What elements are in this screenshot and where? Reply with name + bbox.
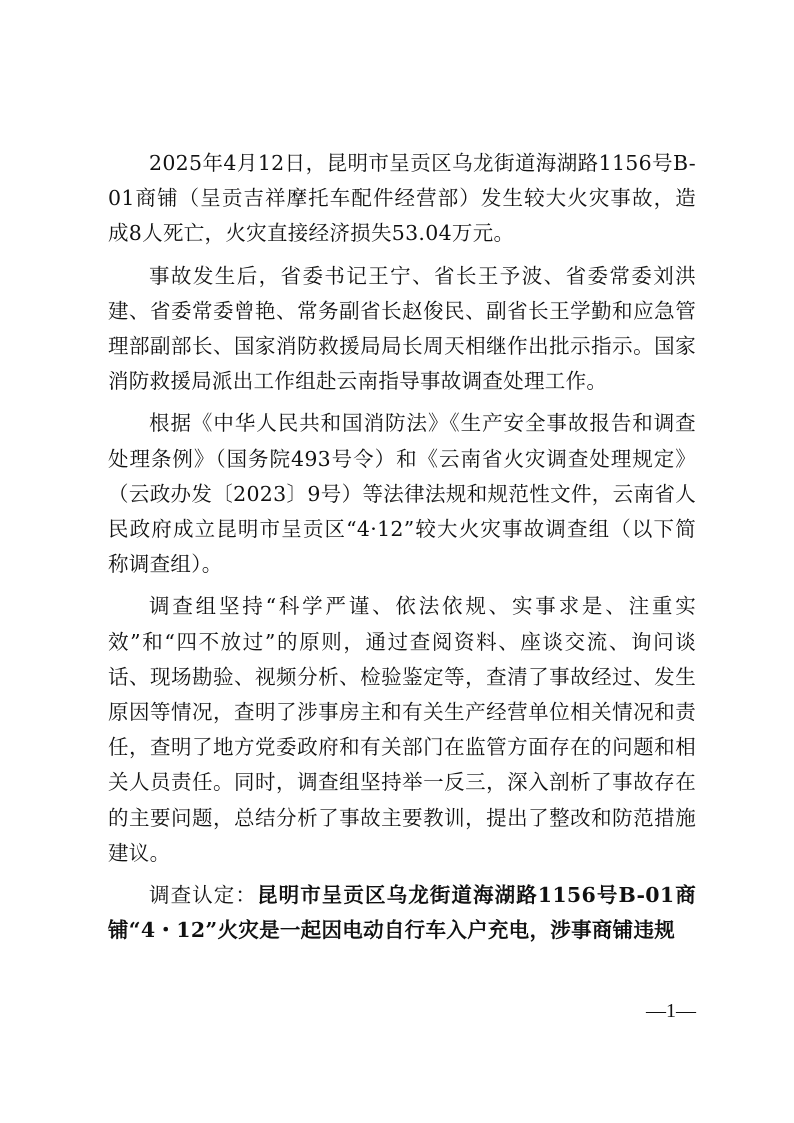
paragraph-incident-summary: 2025年4月12日，昆明市呈贡区乌龙街道海湖路1156号B-01商铺（呈贡吉祥摩托车配件经营部）发生较大火灾事故，造成8人死亡，火灾直接经济损失53.04万元。 <box>108 151 696 246</box>
paragraph-leadership-response: 事故发生后，省委书记王宁、省长王予波、省委常委刘洪建、省委常委曾艳、常务副省长赵俊民、副省长王学勤和应急管理部副部长、国家消防救援局局长周天相继作出批示指示。国家消防救援局派出工作组赴云南指导事故调查处理工作。 <box>108 263 696 394</box>
paragraph-conclusion <box>108 878 696 948</box>
conclusion-bold-text: 昆明市呈贡区乌龙街道海湖路1156号B-01商铺“4・12”火灾是一起因电动自行车入户充电，涉事商铺违规 <box>108 883 696 943</box>
document-body <box>108 146 696 948</box>
paragraph-legal-basis: 根据《中华人民共和国消防法》《生产安全事故报告和调查处理条例》（国务院493号令）和《云南省火灾调查处理规定》（云政办发〔2023〕9号）等法律法规和规范性文件，云南省人民政府成立昆明市呈贡区“4·12”较大火灾事故调查组（以下简称调查组）。 <box>108 411 696 577</box>
conclusion-lead: 调查认定： <box>149 883 257 908</box>
page-number: —1— <box>646 1000 696 1022</box>
paragraph-investigation-principles: 调查组坚持“科学严谨、依法依规、实事求是、注重实效”和“四不放过”的原则，通过查阅资料、座谈交流、询问谈话、现场勘验、视频分析、检验鉴定等，查清了事故经过、发生原因等情况，查明了涉事房主和有关生产经营单位相关情况和责任，查明了地方党委政府和有关部门在监管方面存在的问题和相关人员责任。同时，调查组坚持举一反三，深入剖析了事故存在的主要问题，总结分析了事故主要教训，提出了整改和防范措施建议。 <box>108 594 696 865</box>
